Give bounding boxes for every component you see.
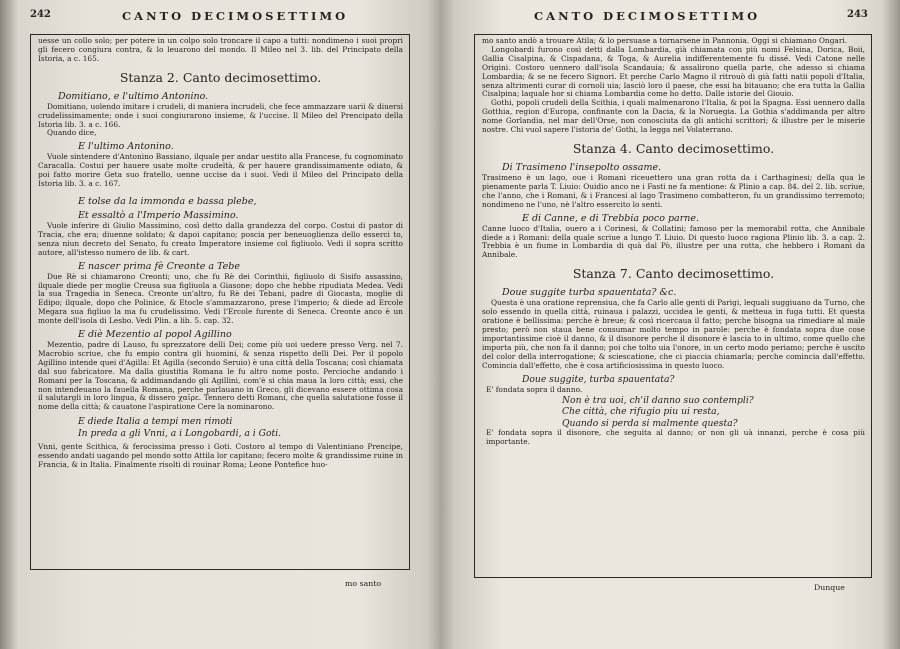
entry-tail: Quando dice,: [47, 128, 97, 138]
right-running-header: CANTO DECIMOSETTIMO: [534, 9, 761, 23]
entry-text: Questa è una oratione reprensiua, che fa Carlo alle genti di Parigi, lequali suggiuano da Turno, che solo essendo in quella città, ruinaua i palazzi, uccidea le genti, & metteua in fuga tutti. Et questa oratione è bellissima: perche è breue; & così ricercaua il fatto; perche bisogna ua rimediare al male presto; però non staua bene consumar molto tempo in parole: perche è fondata sopra due cose importantissime cioè il danno, & il disonore perche il disonore è lascia to in ultimo, come quello che importa più, che non fa il danno; poi che tolto uia l'onore, in un certo modo periamo; perche è uscito del color della interrogatione; & sciescatione, che ci piaccia chiamarla; perche comincia dall'effetto. Comincia dall'effetto, che è cosa artificiosissima in questo luoco.: [482, 298, 865, 370]
right-intro: Gothi, popoli crudeli della Scithia, i quali malmenarono l'Italia, & poi la Spagna. Essi uennero dalla Gotthia, region d'Europa, confinante con la Dacia, & la Noruegia. La Gothia s'addimanda per altro nome Gorlandia, nel mar dell'Orse, non conosciuta da gli antichi scrittori; & illustre per le miserie nostre. Chi vuol sapere l'istoria de' Gothi, la legga nel Volaterrano.: [482, 98, 865, 135]
right-intro: mo santo andò a trouare Atila; & lo persuase a tornarsene in Pannonia. Oggi si chiamano Ongari.: [482, 36, 848, 45]
right-page-number: 243: [847, 9, 868, 20]
entry-text: Vuole inferire di Giulio Massimino, così detto dalla grandezza del corpo. Costui di pastor di Tracia, che era; diuenne soldato; & dapoi capitano; poscia per beneuoglienza dello esserci to, senza niun decreto del Senato, fu creato Imperatore insieme col figliuolo. Vedi il sopra scritto autore, all'istesso numero de lib. & cart.: [38, 220, 403, 257]
verse-note: E' fondata sopra il danno.: [486, 384, 583, 394]
verse-line: Quando si perda si malmente questa?: [562, 417, 738, 429]
left-intro: uesse un collo solo; per potere in un colpo solo troncare il capo a tutti: nondimeno i suoi propri gli fecero congiura contra, & lo leuarono del mondo. Il Mileo nel 3. lib. del Principato della Istoria, a c. 165.: [38, 36, 403, 63]
verse-line: E diede Italia a tempi men rimoti: [78, 416, 233, 428]
verse-note: E' fondata sopra il disonore, che seguita al danno; or non gli uà innanzi, perche è cosa più importante.: [486, 428, 865, 446]
entry-heading: E di Canne, e di Trebbia poco parne.: [522, 212, 699, 224]
entry-heading: Doue suggite turba spauentata? &c.: [502, 287, 677, 299]
entry-heading: E diè Mezentio al popol Agillino: [78, 329, 232, 341]
right-text-frame: [474, 34, 872, 578]
entry-text: Vnni, gente Scithica, & ferocissima presso i Goti. Costoro al tempo di Valentiniano Prencipe, essendo andati uagando pel mondo sotto Attila lor capitano; fecero molte & grandissime ruine in Francia, & in Italia. Finalmente risolti di rouinar Roma; Leone Pontefice huo-: [38, 442, 403, 469]
verse-line: In preda a gli Vnni, a i Longobardi, a i Goti.: [78, 427, 282, 439]
left-stanza-heading: Stanza 2. Canto decimosettimo.: [119, 69, 322, 85]
stanza-7-heading: Stanza 7. Canto decimosettimo.: [572, 266, 775, 282]
right-catchword: Dunque: [814, 583, 845, 592]
entry-text: Due Rè si chiamarono Creonti; uno, che fu Rè dei Corinthii, figliuolo di Sisifo assassino, ilquale diede per moglie Creusa sua figliuola a Giasone; dopo che hebbe ripudiata Medea. Vedi la sua Tragedia in Seneca. Creonte un'altro, fu Rè dei Tebani, padre di Giocasta, moglie di Edipo; ilquale, dopo che Polinice, & Etocle s'ammazzarono, prese l'imperio; & diede ad Ercole Megara sua figliuo la ma fu crudelissimo. Vedi l'Ercole furente di Seneca. Creonte anco è un monte dell'isola di Lesbo. Vedi Plin. a lib. 5. cap. 32.: [38, 271, 403, 326]
left-catchword: mo santo: [345, 579, 382, 588]
right-page: [452, 0, 900, 649]
verse-line: Che città, che rifugio piu ui resta,: [562, 406, 720, 418]
entry-text: Domitiano, uolendo imitare i crudeli, di maniera incrudeli, che fece ammazzare uarii & diuersi crudelissimamente; onde i suoi congiurarono insieme, & l'uccise. Il Mileo del Prencipato della Istoria lib. 3. a c. 166.: [38, 101, 403, 129]
left-page: [0, 0, 448, 649]
entry-text: Vuole sintendere d'Antonino Bassiano, ilquale per andar uestito alla Francese, fu cognominato Caracalla. Costui per hauere usate molte crudeltà, & per hauere grandissimamente odiato, & poi fatto morire Geta suo fratello, uenne uccise da i suoi. Vedi il Mileo del Principato della Istoria lib. 3. a c. 167.: [38, 152, 403, 189]
entry-heading: Di Trasimeno l'insepolto ossame.: [502, 161, 662, 173]
entry-text: Trasimeno è un lago, oue i Romani riceuettero una gran rotta da i Carthaginesi; della qua le pienamente parla T. Liuio: Ouidio anco ne i Fasti ne fa mentione: & Plinio a cap. 84. del 2. lib. scriue, che l'anno, che i Romani, & i Francesi al lago Trasimeno combatteron, fu un grandissimo terremoto; nondimeno ne l'uno, nè l'altro essercito lo senti.: [482, 172, 865, 209]
verse-line: Doue suggite, turba spauentata?: [522, 374, 675, 386]
entry-heading: E tolse da la immonda e bassa plebe,: [78, 195, 257, 207]
entry-heading: E l'ultimo Antonino.: [78, 141, 174, 153]
left-text-frame: [30, 34, 410, 570]
left-running-header: CANTO DECIMOSETTIMO: [122, 9, 349, 23]
right-intro: Longobardi furono così detti dalla Lombardia, già chiamata con più nomi Felsina, Dorica, Boii, Gallia Cisalpina, & Cispadana, & Toga, & Aurelia indifferentemente fu dissé. Vedi Catone nelle Origini. Costoro uennero dall'isola Scandauia; & assalirono quella parte, che adesso si chiama Lombardia; & se ne fecero Signori. Et perche Carlo Magno il ritrouò di già fatti natii popoli d'Italia, senza altrimenti curar di cornoli uia; lasciò loro il paese, che essi ha bitauano; che era tutta la Gallia Cisalpina; laquale hor si chiama Lombardia come ho detto. Dalle istorie del Giouio.: [482, 44, 865, 99]
entry-heading-2: Et essaltò a l'Imperio Massimino.: [78, 209, 239, 221]
verse-line: Non è tra uoi, ch'il danno suo contempli?: [562, 394, 754, 406]
entry-text: Mezentio, padre di Lauso, fu sprezzatore delli Dei; come più uoi uedere presso Verg. nel 7. Macrobio scriue, che fu empio contra gli huomini, & senza rispetto delli Dei. Per il popolo Agillino intende quei d'Agilla: Et Agilla (secondo Seruio) è una città della Toscana; così chiamata dal suo fabricatore. Ma dalla giustitia Romana le fu altro nome posto. Percioche andando i Romani per la Toscana, & addimandando gli Agillini, com'è si chia maua la loro città; essi, che non intendeuano la fauella Romana, perche parlauano in Greco, gli dicevano essere ottima cosa il salutargli in loro lingua, & dissero χαῖρε. Tennero detti Romani, che quella salutatione fosse il nome della città; & cauatone l'aspiratione Cere la nominarono.: [38, 340, 403, 412]
entry-heading: Domitiano, e l'ultimo Antonino.: [58, 90, 209, 102]
entry-text: Canne luoco d'Italia, ouero a i Corinesi, & Collatini; famoso per la memorabil rotta, che Annibale diede a i Romani: della quale scriue a lungo T. Liuio. Di questo luoco ragiona Plinio lib. 3. a cap. 2. Trebbia è un fiume in Lombardia di quà dal Pò, illustre per una rotta, che hebbero i Romani da Annibale.: [482, 223, 865, 260]
left-page-number: 242: [30, 9, 51, 20]
entry-heading: E nascer prima fè Creonte a Tebe: [78, 260, 240, 272]
stanza-4-heading: Stanza 4. Canto decimosettimo.: [572, 140, 775, 156]
